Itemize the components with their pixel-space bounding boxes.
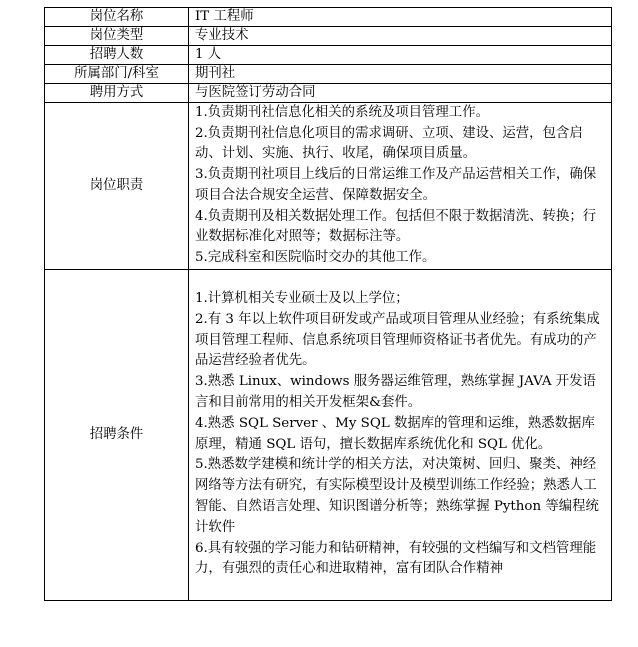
row-position-type: [45, 27, 612, 46]
row-duties: [45, 103, 612, 270]
position-name-value: IT 工程师: [189, 8, 612, 27]
requirement-item: 4.熟悉 SQL Server 、My SQL 数据库的管理和运维，熟悉数据库原理，精通 SQL 语句，擅长数据库系统优化和 SQL 优化。: [195, 415, 595, 452]
duties-label: 岗位职责: [45, 103, 189, 270]
headcount-label: 招聘人数: [45, 46, 189, 65]
requirement-item: 3.熟悉 Linux、windows 服务器运维管理，熟练掌握 JAVA 开发语言和目前常用的相关开发框架&套件。: [195, 374, 596, 411]
hiring-method-value: 与医院签订劳动合同: [189, 84, 612, 103]
row-department: [45, 65, 612, 84]
row-requirements: [45, 269, 612, 600]
requirement-item: 2.有 3 年以上软件项目研发或产品或项目管理从业经验；有系统集成项目管理工程师、信息系统项目管理师资格证书者优先。有成功的产品运营经验者优先。: [195, 311, 600, 369]
position-type-value: 专业技术: [189, 27, 612, 46]
department-label: 所属部门/科室: [45, 65, 189, 84]
duty-item: 1.负责期刊社信息化相关的系统及项目管理工作。: [195, 105, 489, 120]
position-name-label: 岗位名称: [45, 8, 189, 27]
row-headcount: [45, 46, 612, 65]
duty-item: 3.负责期刊社项目上线后的日常运维工作及产品运营相关工作，确保项目合法合规安全运营、保障数据安全。: [195, 167, 597, 203]
duty-item: 4.负责期刊及相关数据处理工作。包括但不限于数据清洗、转换；行业数据标准化对照等；数据标注等。: [195, 208, 597, 245]
requirement-item: 6.具有较强的学习能力和钻研精神，有较强的文档编写和文档管理能力，有强烈的责任心和进取精神，富有团队合作精神: [195, 540, 597, 577]
row-hiring-method: [45, 84, 612, 103]
department-value: 期刊社: [189, 65, 612, 84]
requirements-label: 招聘条件: [45, 269, 189, 600]
duty-item: 2.负责期刊社信息化项目的需求调研、立项、建设、运营，包含启动、计划、实施、执行、收尾，确保项目质量。: [195, 125, 583, 162]
requirement-item: 1.计算机相关专业硕士及以上学位；: [195, 291, 409, 307]
duties-content: [189, 103, 612, 270]
headcount-value: 1 人: [189, 46, 612, 65]
requirements-content: [189, 269, 612, 600]
row-position-name: [45, 8, 612, 27]
duty-item: 5.完成科室和医院临时交办的其他工作。: [195, 249, 436, 265]
position-type-label: 岗位类型: [45, 27, 189, 46]
job-posting-table: [44, 7, 612, 601]
requirement-item: 5.熟悉数学建模和统计学的相关方法，对决策树、回归、聚类、神经网络等方法有研究，有实际模型设计及模型训练工作经验；熟悉人工智能、自然语言处理、知识图谱分析等；熟练掌握 Python 等编程统计软件: [195, 457, 599, 535]
hiring-method-label: 聘用方式: [45, 84, 189, 103]
